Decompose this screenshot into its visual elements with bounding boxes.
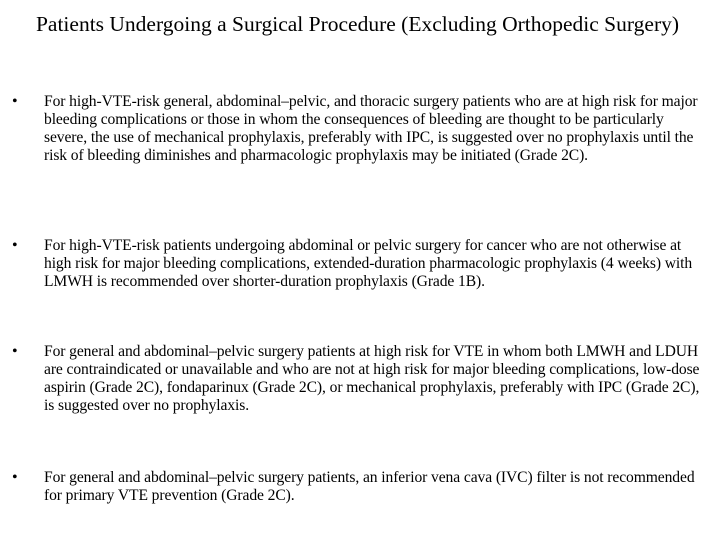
bullet-marker: •: [12, 237, 18, 254]
bullet-text: For high-VTE-risk patients undergoing abdominal or pelvic surgery for cancer who are not otherwise at high risk for major bleeding complications, extended-duration pharmacologic prophylaxis (4 weeks) with LMWH is recommended over shorter-duration prophylaxis (Grade 1B).: [44, 237, 693, 290]
bullet-marker: •: [12, 469, 18, 486]
bullet-text: For high-VTE-risk general, abdominal–pelvic, and thoracic surgery patients who are at high risk for major bleeding complications or those in whom the consequences of bleeding are thought to be particularly severe, the use of mechanical prophylaxis, preferably with IPC, is suggested over no prophylaxis until the risk of bleeding diminishes and pharmacologic prophylaxis may be initiated (Grade 2C).: [44, 93, 698, 164]
slide-title: Patients Undergoing a Surgical Procedure (Excluding Orthopedic Surgery): [35, 12, 680, 36]
bullet-text: For general and abdominal–pelvic surgery patients, an inferior vena cava (IVC) filter is not recommended for primary VTE prevention (Grade 2C).: [44, 469, 695, 504]
bullet-text: For general and abdominal–pelvic surgery patients at high risk for VTE in whom both LMWH and LDUH are contraindicated or unavailable and who are not at high risk for major bleeding complications, low-dose aspirin (Grade 2C), fondaparinux (Grade 2C), or mechanical prophylaxis, preferably with IPC (Grade 2C), is suggested over no prophylaxis.: [44, 343, 700, 414]
bullet-marker: •: [12, 343, 18, 360]
bullet-marker: •: [12, 93, 18, 110]
